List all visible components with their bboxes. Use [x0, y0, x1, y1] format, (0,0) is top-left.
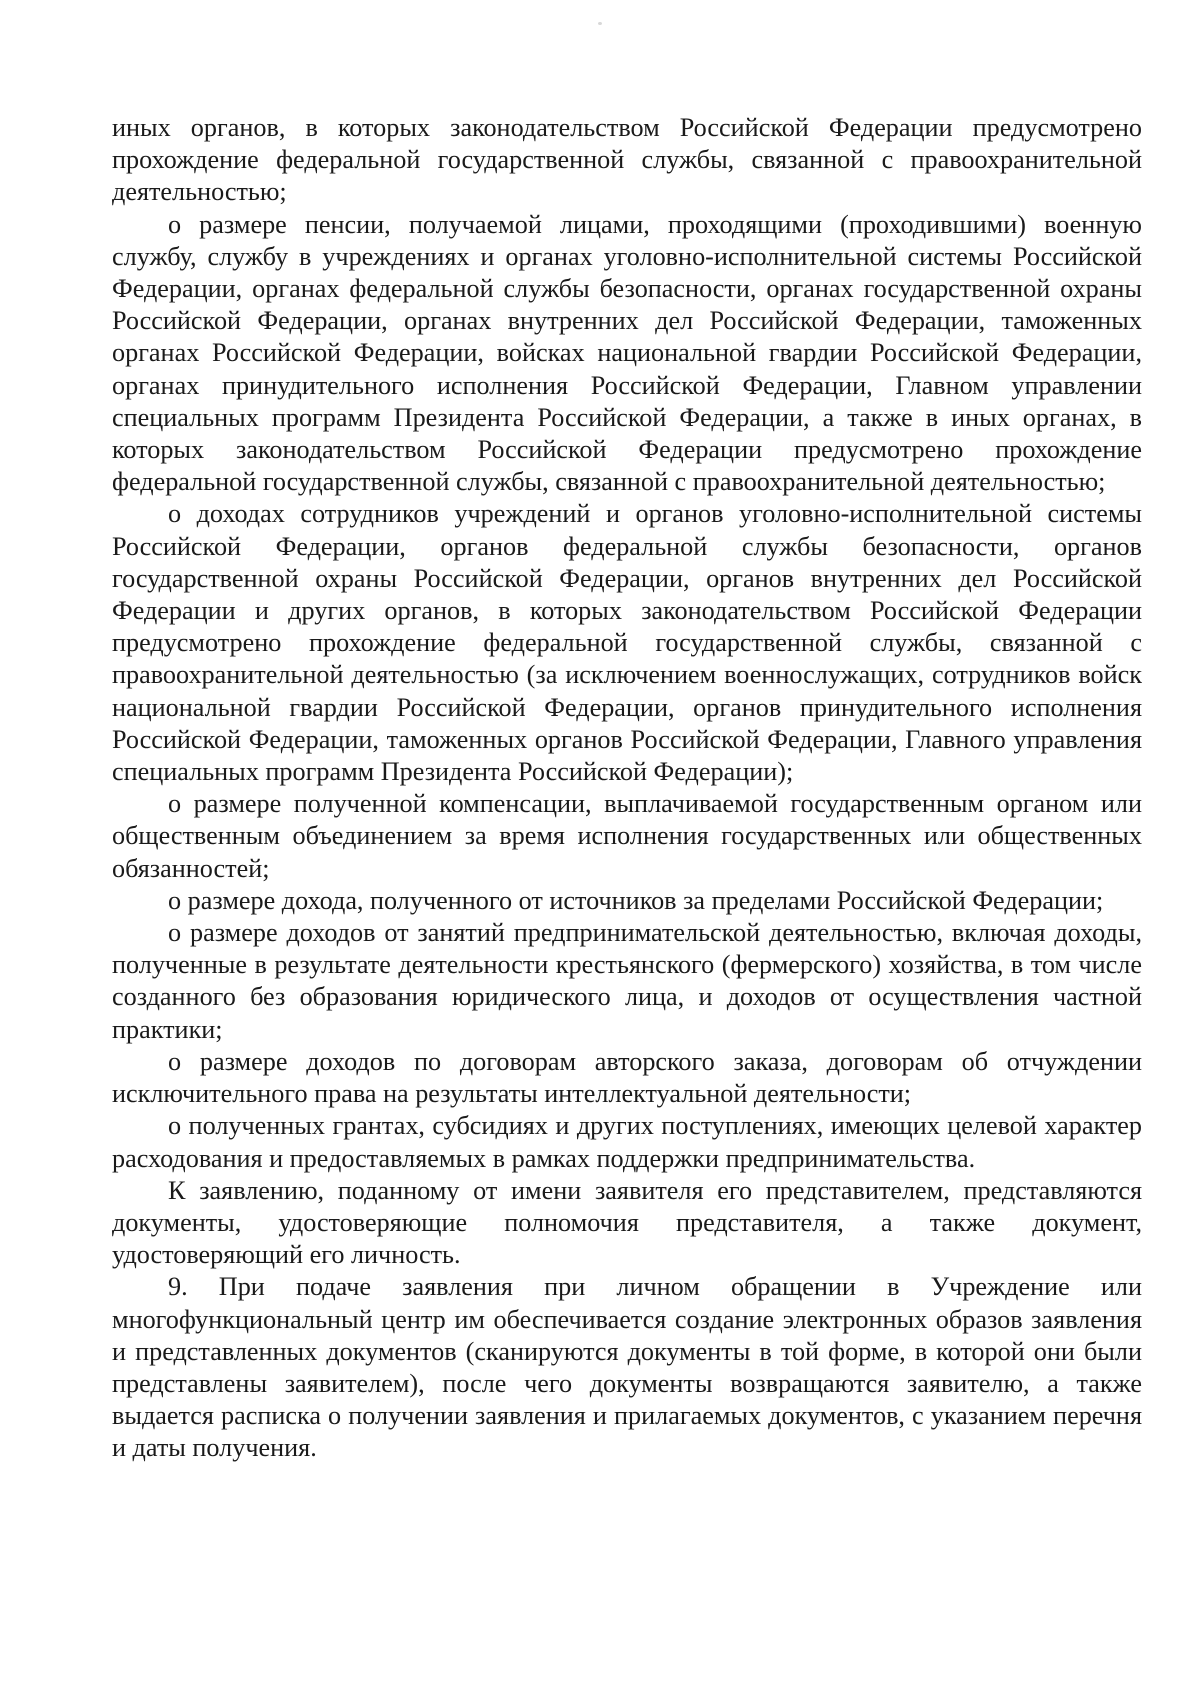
paragraph-continuation: иных органов, в которых законодательством Российской Федерации предусмотрено прохождение федеральной государственной службы, связанной с правоохранительной деятельностью;: [112, 113, 1142, 207]
scan-speck: [598, 22, 602, 25]
paragraph-author-contracts: о размере доходов по договорам авторского заказа, договорам об отчуждении исключительного права на результаты интеллектуальной деятельности;: [112, 1046, 1142, 1109]
paragraph-employee-income: о доходах сотрудников учреждений и органов уголовно-исполнительной системы Российской Федерации, органов федеральной службы безопасности, органов государственной охраны Российской Федерации, органов внутренних дел Российской Федерации и других органов, в которых законодательством Российской Федерации предусмотрено прохождение федеральной государственной службы, связанной с правоохранительной деятельностью (за исключением военнослужащих, сотрудников войск национальной гвардии Российской Федерации, органов принудительного исполнения Российской Федерации, таможенных органов Российской Федерации, Главного управления специальных программ Президента Российской Федерации);: [112, 499, 1142, 787]
paragraph-pension: о размере пенсии, получаемой лицами, проходящими (проходившими) военную службу, службу в учреждениях и органах уголовно-исполнительной системы Российской Федерации, органах федеральной службы безопасности, органах государственной охраны Российской Федерации, органах внутренних дел Российской Федерации, таможенных органах Российской Федерации, войсках национальной гвардии Российской Федерации, органах принудительного исполнения Российской Федерации, Главном управлении специальных программ Президента Российской Федерации, а также в иных органах, в которых законодательством Российской Федерации предусмотрено прохождение федеральной государственной службы, связанной с правоохранительной деятельностью;: [112, 209, 1142, 497]
paragraph-business-income: о размере доходов от занятий предпринимательской деятельностью, включая доходы, полученные в результате деятельности крестьянского (фермерского) хозяйства, в том числе созданного без образования юридического лица, и доходов от осуществления частной практики;: [112, 918, 1142, 1044]
paragraph-representative: К заявлению, поданному от имени заявителя его представителем, представляются документы, удостоверяющие полномочия представителя, а также документ, удостоверяющий его личность.: [112, 1175, 1142, 1270]
paragraph-item-9: 9. При подаче заявления при личном обращении в Учреждение или многофункциональный центр им обеспечивается создание электронных образов заявления и представленных документов (сканируются документы в той форме, в которой они были представлены заявителем), после чего документы возвращаются заявителю, а также выдается расписка о получении заявления и прилагаемых документов, с указанием перечня и даты получения.: [112, 1272, 1142, 1463]
paragraph-foreign-income: о размере дохода, полученного от источников за пределами Российской Федерации;: [168, 885, 1104, 915]
paragraph-grants: о полученных грантах, субсидиях и других поступлениях, имеющих целевой характер расходования и предоставляемых в рамках поддержки предпринимательства.: [112, 1111, 1142, 1173]
paragraph-compensation: о размере полученной компенсации, выплачиваемой государственным органом или общественным объединением за время исполнения государственных или общественных обязанностей;: [112, 789, 1142, 883]
document-page: [112, 112, 1142, 1465]
